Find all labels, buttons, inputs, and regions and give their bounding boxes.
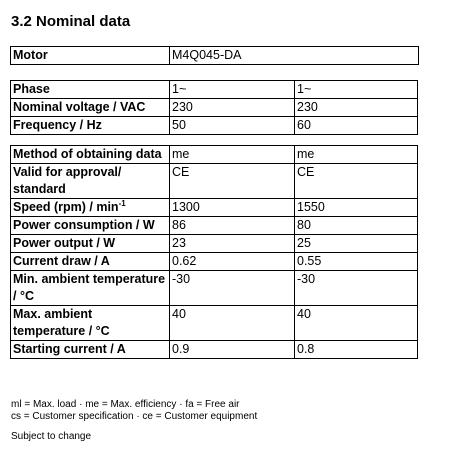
row-label: Starting current / A [11, 341, 170, 359]
table-row [11, 306, 418, 341]
row-label: Method of obtaining data [11, 146, 170, 164]
row-label: Max. ambient temperature / °C [11, 306, 170, 341]
value-60hz: CE [295, 164, 418, 199]
value-60hz: 0.8 [295, 341, 418, 359]
table-row [11, 117, 418, 135]
motor-label: Motor [11, 47, 170, 65]
row-label: Valid for approval/ standard [11, 164, 170, 199]
row-label: Power output / W [11, 235, 170, 253]
value-50hz: CE [170, 164, 295, 199]
value-60hz: 1~ [295, 81, 418, 99]
table-row [11, 81, 418, 99]
performance-table [10, 145, 418, 359]
row-label [11, 199, 170, 217]
motor-value: M4Q045-DA [170, 47, 419, 65]
value-60hz: 0.55 [295, 253, 418, 271]
value-50hz: 0.62 [170, 253, 295, 271]
value-50hz: 50 [170, 117, 295, 135]
table-row [11, 164, 418, 199]
motor-row [11, 47, 419, 65]
value-60hz: 1550 [295, 199, 418, 217]
section-title: 3.2 Nominal data [11, 13, 131, 30]
table-row [11, 235, 418, 253]
value-50hz: -30 [170, 271, 295, 306]
row-label: Min. ambient temperature / °C [11, 271, 170, 306]
value-60hz: 25 [295, 235, 418, 253]
value-50hz: me [170, 146, 295, 164]
table-row [11, 271, 418, 306]
speed-label-text: Speed (rpm) / min [13, 200, 119, 214]
value-60hz: me [295, 146, 418, 164]
row-label: Current draw / A [11, 253, 170, 271]
value-50hz: 230 [170, 99, 295, 117]
value-60hz: 60 [295, 117, 418, 135]
table-row [11, 199, 418, 217]
value-50hz: 1300 [170, 199, 295, 217]
row-label: Nominal voltage / VAC [11, 99, 170, 117]
motor-table [10, 46, 419, 65]
table-row [11, 146, 418, 164]
table-row [11, 253, 418, 271]
value-50hz: 23 [170, 235, 295, 253]
value-60hz: 80 [295, 217, 418, 235]
value-50hz: 86 [170, 217, 295, 235]
value-60hz: -30 [295, 271, 418, 306]
row-label: Power consumption / W [11, 217, 170, 235]
table-row [11, 341, 418, 359]
value-60hz: 40 [295, 306, 418, 341]
value-50hz: 0.9 [170, 341, 295, 359]
value-60hz: 230 [295, 99, 418, 117]
table-row [11, 217, 418, 235]
table-row [11, 99, 418, 117]
electrical-table [10, 80, 418, 135]
row-label: Phase [11, 81, 170, 99]
subject-to-change-note: Subject to change [11, 431, 92, 442]
value-50hz: 1~ [170, 81, 295, 99]
footnote-abbreviations-2: cs = Customer specification · ce = Customer equipment [11, 411, 258, 422]
speed-label-exponent: -1 [118, 198, 126, 208]
value-50hz: 40 [170, 306, 295, 341]
row-label: Frequency / Hz [11, 117, 170, 135]
footnote-abbreviations-1: ml = Max. load · me = Max. efficiency · fa = Free air [11, 399, 240, 410]
